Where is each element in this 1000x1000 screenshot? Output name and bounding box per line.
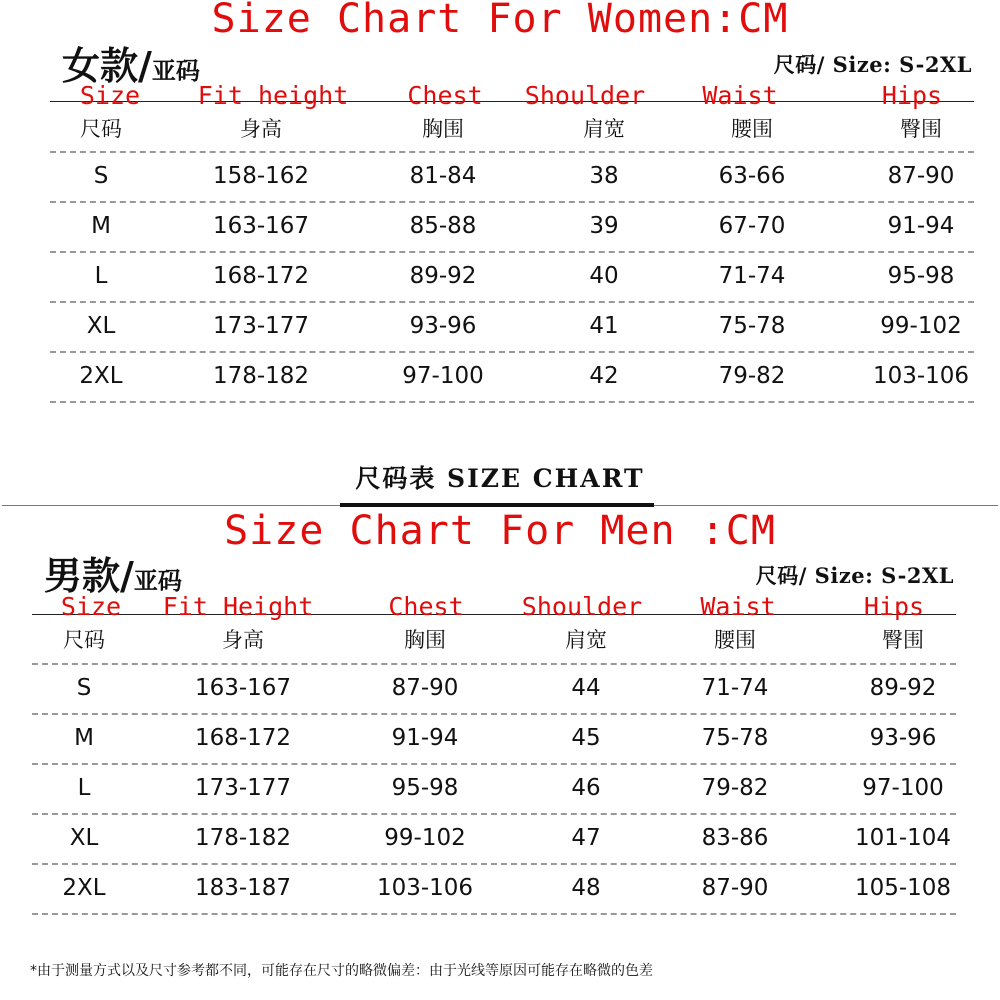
women-header-en-size: Size [79,81,141,110]
men-cell-waist: 83-86 [701,825,769,851]
men-header-en-waist: Waist [700,592,776,621]
men-row-divider [32,763,956,765]
men-header-rule [32,614,956,615]
women-cell-shoulder: 40 [589,263,619,289]
men-header-en-chest: Chest [388,592,464,621]
women-cell-fit-height: 168-172 [212,263,310,289]
men-cell-waist: 71-74 [701,675,769,701]
men-cell-size: M [74,725,94,751]
women-cell-waist: 75-78 [718,313,786,339]
heading-underline [340,503,654,507]
women-cell-chest: 81-84 [409,163,477,189]
women-cell-hips: 99-102 [880,313,962,339]
men-size-range: 尺码/ Size: S-2XL [755,563,954,588]
women-row-divider [50,251,974,253]
women-header-cn-fit-height: 身高 [240,117,282,141]
women-header-cn-shoulder: 肩宽 [583,117,625,141]
men-row-divider [32,863,956,865]
men-header-cn-waist: 腰围 [714,628,756,652]
men-row-divider [32,813,956,815]
men-header-cn-shoulder: 肩宽 [565,628,607,652]
men-cell-size: 2XL [62,875,106,901]
women-cell-waist: 79-82 [718,363,786,389]
women-row-divider [50,301,974,303]
women-cell-shoulder: 42 [589,363,619,389]
men-header-cn-chest: 胸围 [404,628,446,652]
women-cell-fit-height: 178-182 [212,363,310,389]
women-cell-hips: 91-94 [887,213,955,239]
women-chart-title: Size Chart For Women:CM [211,0,789,42]
women-header-cn-waist: 腰围 [731,117,773,141]
men-cell-chest: 91-94 [391,725,459,751]
women-cell-fit-height: 158-162 [212,163,310,189]
men-cell-shoulder: 48 [571,875,601,901]
women-cell-size: L [94,263,108,289]
men-header-en-shoulder: Shoulder [521,592,643,621]
women-cell-hips: 103-106 [872,363,970,389]
women-cell-waist: 67-70 [718,213,786,239]
women-row-divider [50,151,974,153]
men-cell-size: S [76,675,92,701]
men-cell-fit-height: 163-167 [194,675,292,701]
women-cell-shoulder: 38 [589,163,619,189]
men-cell-chest: 103-106 [376,875,474,901]
women-cell-chest: 85-88 [409,213,477,239]
women-cell-hips: 87-90 [887,163,955,189]
men-cell-size: L [77,775,91,801]
women-header-cn-size: 尺码 [80,117,122,141]
men-header-en-fit-height: Fit Height [162,592,314,621]
men-header-cn-fit-height: 身高 [222,628,264,652]
men-cell-shoulder: 47 [571,825,601,851]
men-cell-chest: 95-98 [391,775,459,801]
men-cell-hips: 93-96 [869,725,937,751]
men-label-sub: 亚码 [133,566,182,595]
men-cell-shoulder: 44 [571,675,601,701]
men-row-divider [32,913,956,915]
women-cell-size: S [93,163,109,189]
men-cell-chest: 87-90 [391,675,459,701]
women-cell-waist: 71-74 [718,263,786,289]
women-cell-shoulder: 39 [589,213,619,239]
men-cell-fit-height: 173-177 [194,775,292,801]
men-header-cn-hips: 臀围 [882,628,924,652]
women-cell-hips: 95-98 [887,263,955,289]
men-cell-fit-height: 168-172 [194,725,292,751]
men-cell-fit-height: 183-187 [194,875,292,901]
men-cell-hips: 105-108 [854,875,952,901]
women-cell-fit-height: 163-167 [212,213,310,239]
men-cell-size: XL [69,825,99,851]
men-header-en-size: Size [60,592,122,621]
women-row-divider [50,351,974,353]
men-row-divider [32,663,956,665]
women-label-sub: 亚码 [151,56,200,85]
women-cell-shoulder: 41 [589,313,619,339]
men-cell-waist: 79-82 [701,775,769,801]
men-label [44,554,182,603]
men-header-cn-size: 尺码 [63,628,105,652]
men-cell-shoulder: 46 [571,775,601,801]
women-cell-fit-height: 173-177 [212,313,310,339]
women-label-main: 女款/ [62,43,152,88]
women-header-en-hips: Hips [881,81,943,110]
men-cell-hips: 89-92 [869,675,937,701]
men-cell-fit-height: 178-182 [194,825,292,851]
men-cell-waist: 75-78 [701,725,769,751]
women-header-cn-chest: 胸围 [422,117,464,141]
women-row-divider [50,201,974,203]
men-cell-hips: 97-100 [862,775,944,801]
men-cell-shoulder: 45 [571,725,601,751]
size-chart-heading: 尺码表 SIZE CHART [355,464,645,493]
women-header-en-shoulder: Shoulder [524,81,646,110]
women-cell-chest: 89-92 [409,263,477,289]
women-header-en-fit-height: Fit height [197,81,349,110]
women-cell-size: 2XL [79,363,123,389]
men-chart-title: Size Chart For Men :CM [224,508,776,554]
footnote: *由于测量方式以及尺寸参考都不同，可能存在尺寸的略微偏差：由于光线等原因可能存在略微的色差 [30,963,653,979]
men-header-en-hips: Hips [863,592,925,621]
women-cell-chest: 97-100 [402,363,484,389]
women-size-table [0,0,1000,460]
men-cell-chest: 99-102 [384,825,466,851]
men-cell-waist: 87-90 [701,875,769,901]
women-row-divider [50,401,974,403]
men-label-main: 男款/ [44,553,134,598]
men-cell-hips: 101-104 [854,825,952,851]
women-header-en-chest: Chest [407,81,483,110]
women-header-en-waist: Waist [702,81,778,110]
women-cell-waist: 63-66 [718,163,786,189]
women-cell-chest: 93-96 [409,313,477,339]
women-cell-size: XL [86,313,116,339]
women-header-cn-hips: 臀围 [900,117,942,141]
men-row-divider [32,713,956,715]
women-size-range: 尺码/ Size: S-2XL [773,52,972,77]
women-cell-size: M [91,213,111,239]
